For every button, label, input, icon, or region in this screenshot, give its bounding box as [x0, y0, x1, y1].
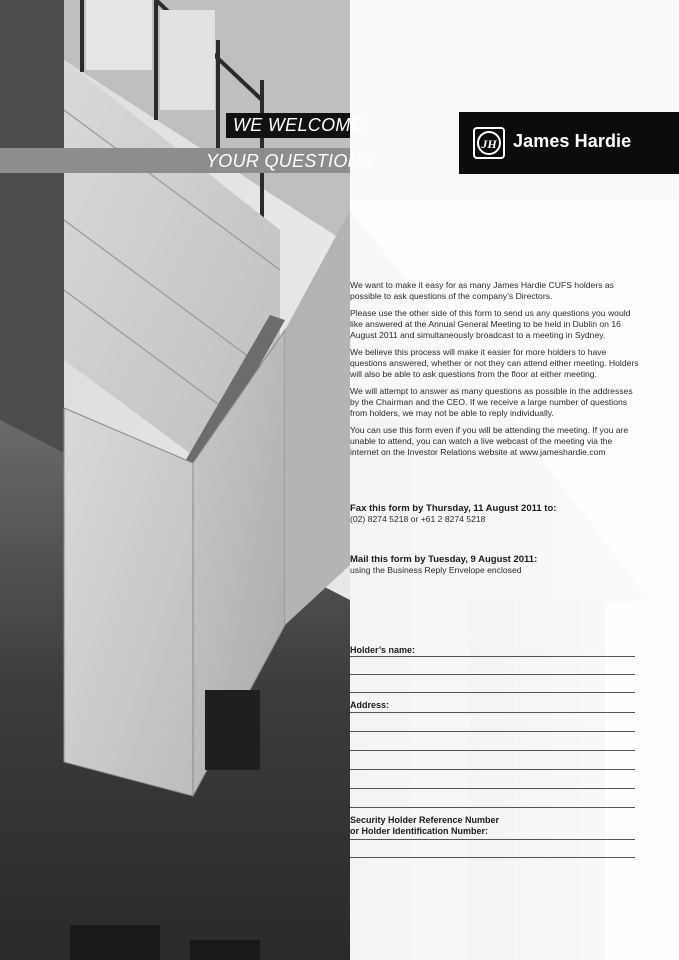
intro-paragraph: We want to make it easy for as many James Hardie CUFS holders as possible to ask questions of the company’s Directors. [350, 280, 614, 301]
jh-logo-icon [473, 127, 505, 159]
address-line[interactable] [350, 712, 635, 713]
intro-paragraph: Please use the other side of this form to send us any questions you would like answered at the Annual General Meeting to be held in Dublin on 16 August 2011 and simultaneously broadcast to a meeting in Sydney. [350, 308, 631, 340]
address-line[interactable] [350, 731, 635, 732]
srn-line[interactable] [350, 857, 635, 858]
fax-heading: Fax this form by Thursday, 11 August 2011 to: [350, 503, 557, 514]
intro-paragraph: You can use this form even if you will be attending the meeting. If you are unable to attend, you can watch a live webcast of the meeting via the internet on the Investor Relations website at www.jameshardie.com [350, 425, 629, 457]
brand-name: James Hardie [513, 131, 632, 151]
fax-number: (02) 8274 5218 or +61 2 8274 5218 [350, 514, 486, 524]
holder-name-line[interactable] [350, 692, 635, 693]
intro-text [350, 280, 640, 464]
holder-name-line[interactable] [350, 674, 635, 675]
questions-heading: YOUR QUESTIONS [206, 151, 374, 171]
srn-label-line2: or Holder Identification Number: [350, 826, 489, 836]
intro-paragraph: We will attempt to answer as many questions as possible in the addresses by the Chairman and the CEO. If we receive a large number of questions from holders, we may not be able to reply individually. [350, 386, 633, 418]
mail-detail: using the Business Reply Envelope enclosed [350, 565, 522, 575]
srn-label [350, 815, 499, 837]
holder-name-label: Holder’s name: [350, 645, 416, 655]
mail-heading: Mail this form by Tuesday, 9 August 2011: [350, 554, 538, 565]
address-line[interactable] [350, 769, 635, 770]
address-line[interactable] [350, 807, 635, 808]
address-line[interactable] [350, 788, 635, 789]
holder-name-line[interactable] [350, 656, 635, 657]
address-label: Address: [350, 700, 390, 710]
srn-line[interactable] [350, 839, 635, 840]
fax-instructions [350, 503, 640, 525]
welcome-heading: WE WELCOME [233, 115, 364, 135]
address-line[interactable] [350, 750, 635, 751]
mail-instructions [350, 554, 640, 576]
intro-paragraph: We believe this process will make it easier for more holders to have questions answered, whether or not they can attend either meeting. Holders will also be able to ask questions from the floor at either meeting. [350, 347, 639, 379]
srn-label-line1: Security Holder Reference Number [350, 815, 500, 825]
svg-text:JH: JH [481, 137, 497, 151]
